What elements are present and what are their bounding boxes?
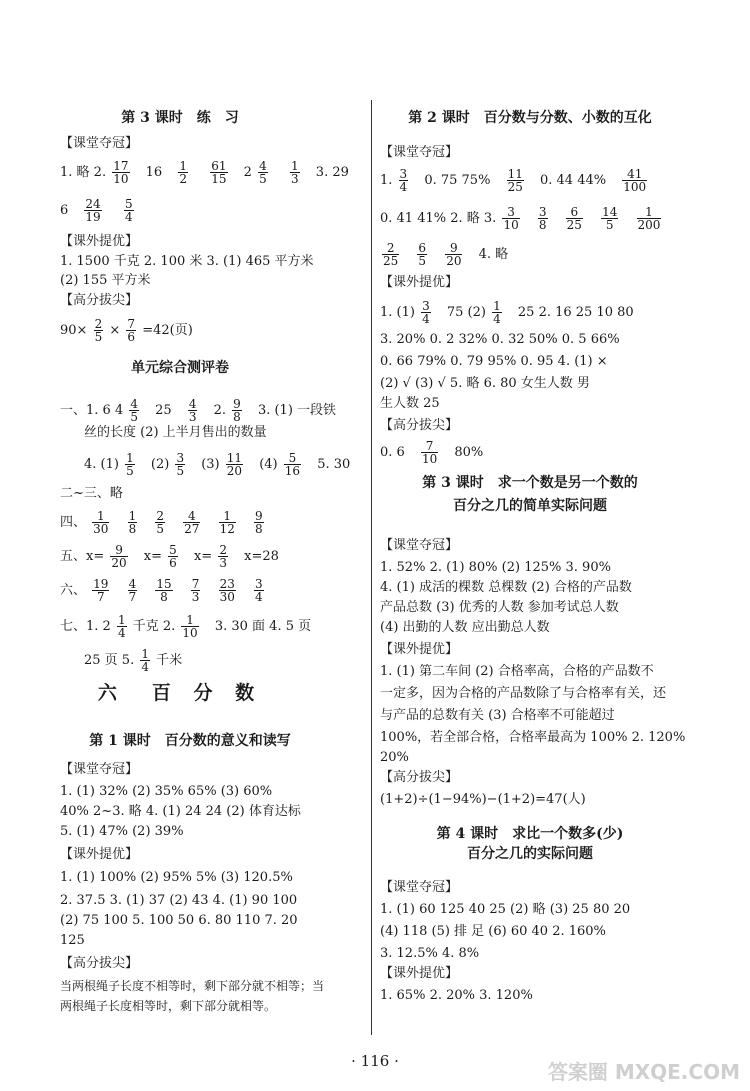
answer-line: 0. 6 $\frac{7}{10}$ 80% <box>380 439 484 466</box>
fraction: $\frac{3}{4}$ <box>399 167 408 194</box>
fraction: $\frac{1}{5}$ <box>126 451 134 478</box>
answer-line: 40% 2~3. 略 4. (1) 24 24 (2) 体育达标 <box>60 804 301 819</box>
lesson1-title: 第 1 课时 百分数的意义和读写 <box>89 733 291 749</box>
section-heading: 【课外提优】 <box>60 847 139 862</box>
answer-line: 当两根绳子长度不相等时，剩下部分就不相等；当 <box>60 979 325 993</box>
fraction: $\frac{1}{4}$ <box>493 299 501 326</box>
fraction: $\frac{15}{8}$ <box>156 577 172 604</box>
fraction: $\frac{4}{5}$ <box>130 397 138 424</box>
answer-line: (4) 出勤的人数 应出勤总人数 <box>380 620 550 635</box>
fraction: $\frac{5}{4}$ <box>124 197 133 224</box>
answer-line: 1. 略 2. $\frac{17}{10}$ 16 $\frac{1}{2}$ $\frac{61}{15}$ 2 $\frac{4}{5}$ $\frac{1}{3}$ 3. 29 <box>60 159 349 186</box>
fraction: $\frac{7}{3}$ <box>191 577 200 604</box>
answer-line: 4. (1) $\frac{1}{5}$ (2) $\frac{3}{5}$ (3) $\frac{11}{20}$ (4) $\frac{5}{16}$ 5. 30 <box>84 451 351 478</box>
answer-line: 25 页 5. $\frac{1}{4}$ 千米 <box>84 647 183 674</box>
answer-line: 6 $\frac{24}{19}$ $\frac{5}{4}$ <box>60 197 133 224</box>
section-heading: 【课外提优】 <box>60 234 139 249</box>
answer-line: 20% <box>380 750 409 765</box>
fraction: $\frac{9}{20}$ <box>446 241 462 268</box>
answer-line: 125 <box>60 933 85 948</box>
fraction: $\frac{24}{19}$ <box>85 197 101 224</box>
fraction: $\frac{1}{4}$ <box>117 613 126 640</box>
fraction: $\frac{7}{6}$ <box>127 317 136 344</box>
lesson4-title-line2: 百分之几的实际问题 <box>467 846 593 862</box>
fraction: $\frac{1}{12}$ <box>219 509 235 536</box>
fraction: $\frac{4}{3}$ <box>188 397 197 424</box>
answer-line: 1. (1) 60 125 40 25 (2) 略 (3) 25 80 20 <box>380 902 631 917</box>
fraction: $\frac{11}{20}$ <box>226 451 243 478</box>
answer-line: 1. 1500 千克 2. 100 米 3. (1) 465 平方米 <box>60 254 314 269</box>
answer-line: 六、 $\frac{19}{7}$ $\frac{4}{7}$ $\frac{15}{8}$ $\frac{7}{3}$ $\frac{23}{30}$ $\frac{3}{4}$ <box>60 577 263 604</box>
fraction: $\frac{3}{10}$ <box>503 205 519 232</box>
fraction: $\frac{7}{10}$ <box>421 439 438 466</box>
section-heading: 【课堂夺冠】 <box>380 880 459 895</box>
answer-line: 2. 37.5 3. (1) 37 (2) 43 4. (1) 90 100 <box>60 893 298 908</box>
page-number: · 116 · <box>351 1052 399 1070</box>
answer-line: 生人数 25 <box>380 396 440 411</box>
fraction: $\frac{61}{15}$ <box>211 159 227 186</box>
section-heading: 【高分拔尖】 <box>380 418 459 433</box>
fraction: $\frac{3}{4}$ <box>422 299 430 326</box>
fraction: $\frac{11}{25}$ <box>507 167 523 194</box>
section-heading: 【课堂夺冠】 <box>60 762 139 777</box>
answer-line: 产品总数 (3) 优秀的人数 参加考试总人数 <box>380 600 619 615</box>
fraction: $\frac{1}{10}$ <box>182 613 198 640</box>
answer-line: (1+2)÷(1−94%)−(1+2)=47(人) <box>380 792 586 807</box>
answer-line: 七、1. 2 $\frac{1}{4}$ 千克 2. $\frac{1}{10}$ 3. 30 面 4. 5 页 <box>60 613 312 640</box>
chapter-title: 六 百 分 数 <box>97 682 263 704</box>
fraction: $\frac{9}{8}$ <box>233 397 241 424</box>
section-heading: 【高分拔尖】 <box>60 293 139 308</box>
fraction: $\frac{4}{7}$ <box>128 577 137 604</box>
answer-line: 1. (1) 第二车间 (2) 合格率高，合格的产品数不 <box>380 664 654 679</box>
fraction: $\frac{4}{5}$ <box>259 159 267 186</box>
answer-line: 100%，若全部合格，合格率最高为 100% 2. 120% <box>380 730 686 745</box>
answer-line: 1. 52% 2. (1) 80% (2) 125% 3. 90% <box>380 560 611 575</box>
fraction: $\frac{4}{27}$ <box>184 509 200 536</box>
answer-line: 四、 $\frac{1}{30}$ $\frac{1}{8}$ $\frac{2}{5}$ $\frac{4}{27}$ $\frac{1}{12}$ $\frac{9}{8}$ <box>60 509 263 536</box>
fraction: $\frac{1}{30}$ <box>93 509 109 536</box>
fraction: $\frac{3}{5}$ <box>176 451 185 478</box>
answer-line: 两根绳子长度相等时，剩下部分就相等。 <box>60 999 277 1013</box>
section-heading: 【课堂夺冠】 <box>380 145 459 160</box>
answer-line: 丝的长度 (2) 上半月售出的数量 <box>84 425 267 440</box>
answer-line: (2) √ (3) √ 5. 略 6. 80 女生人数 男 <box>380 376 590 391</box>
fraction: $\frac{1}{200}$ <box>637 205 661 232</box>
answer-line: 0. 66 79% 0. 79 95% 0. 95 4. (1) × <box>380 354 608 369</box>
answer-line: 二~三、略 <box>60 486 123 501</box>
section-heading: 【课堂夺冠】 <box>60 136 139 151</box>
fraction: $\frac{2}{25}$ <box>383 241 399 268</box>
column-divider <box>371 100 372 1035</box>
fraction: $\frac{9}{8}$ <box>254 509 263 536</box>
fraction: $\frac{3}{8}$ <box>538 205 547 232</box>
answer-line: (2) 155 平方米 <box>60 273 151 288</box>
answer-line: 5. (1) 47% (2) 39% <box>60 824 184 839</box>
fraction: $\frac{17}{10}$ <box>113 159 129 186</box>
answer-line: 一、1. 6 4 $\frac{4}{5}$ 25 $\frac{4}{3}$ 2. $\frac{9}{8}$ 3. (1) 一段铁 <box>60 397 337 424</box>
section-heading: 【课外提优】 <box>380 275 459 290</box>
answer-line: 1. 65% 2. 20% 3. 120% <box>380 988 533 1003</box>
answer-line: 与产品的总数有关 (3) 合格率不可能超过 <box>380 708 615 723</box>
answer-line: 90× $\frac{2}{5}$ × $\frac{7}{6}$ =42(页) <box>60 317 193 344</box>
section-heading: 【高分拔尖】 <box>380 770 459 785</box>
fraction: $\frac{19}{7}$ <box>93 577 109 604</box>
section-heading: 【课堂夺冠】 <box>380 538 459 553</box>
answer-line: 一定多，因为合格的产品数除了与合格率有关，还 <box>380 686 667 701</box>
fraction: $\frac{3}{4}$ <box>254 577 263 604</box>
answer-line: 3. 20% 0. 2 32% 0. 32 50% 0. 5 66% <box>380 332 620 347</box>
fraction: $\frac{5}{16}$ <box>284 451 301 478</box>
fraction: $\frac{2}{3}$ <box>219 543 227 570</box>
lesson2-title: 第 2 课时 百分数与分数、小数的互化 <box>408 110 652 126</box>
answer-line: (4) 118 (5) 排 足 (6) 60 40 2. 160% <box>380 924 606 939</box>
answer-line: 五、x= $\frac{9}{20}$ x= $\frac{5}{6}$ x= $\frac{2}{3}$ x=28 <box>60 543 279 570</box>
section-heading: 【高分拔尖】 <box>60 956 139 971</box>
fraction: $\frac{5}{6}$ <box>169 543 177 570</box>
answer-line: 1. (1) 32% (2) 35% 65% (3) 60% <box>60 784 273 799</box>
answer-line: 1. $\frac{3}{4}$ 0. 75 75% $\frac{11}{25}$ 0. 44 44% $\frac{41}{100}$ <box>380 167 647 194</box>
answer-line: 1. (1) $\frac{3}{4}$ 75 (2) $\frac{1}{4}$ 25 2. 16 25 10 80 <box>380 299 634 326</box>
answer-line: 1. (1) 100% (2) 95% 5% (3) 120.5% <box>60 870 293 885</box>
answer-line: $\frac{2}{25}$ $\frac{6}{5}$ $\frac{9}{20}$ 4. 略 <box>383 241 509 268</box>
fraction: $\frac{1}{4}$ <box>141 647 149 674</box>
fraction: $\frac{6}{25}$ <box>566 205 582 232</box>
watermark-logo: 答案圈 MXQE.COM <box>547 1060 740 1084</box>
lesson3-title: 第 3 课时 练 习 <box>121 110 239 126</box>
fraction: $\frac{23}{30}$ <box>219 577 235 604</box>
unit-test-title: 单元综合测评卷 <box>131 360 229 376</box>
fraction: $\frac{14}{5}$ <box>602 205 618 232</box>
lesson3-title-line1: 第 3 课时 求一个数是另一个数的 <box>422 475 638 491</box>
answer-line: 3. 12.5% 4. 8% <box>380 946 480 961</box>
fraction: $\frac{1}{2}$ <box>179 159 187 186</box>
fraction: $\frac{2}{5}$ <box>156 509 164 536</box>
fraction: $\frac{1}{3}$ <box>291 159 299 186</box>
lesson4-title-line1: 第 4 课时 求比一个数多(少) <box>436 826 624 842</box>
answer-line: 4. (1) 成活的棵数 总棵数 (2) 合格的产品数 <box>380 580 632 595</box>
lesson3-title-line2: 百分之几的简单实际问题 <box>453 498 607 514</box>
section-heading: 【课外提优】 <box>380 642 459 657</box>
fraction: $\frac{1}{8}$ <box>128 509 137 536</box>
section-heading: 【课外提优】 <box>380 966 459 981</box>
fraction: $\frac{9}{20}$ <box>111 543 127 570</box>
answer-line: (2) 75 100 5. 100 50 6. 80 110 7. 20 <box>60 913 298 928</box>
fraction: $\frac{2}{5}$ <box>94 317 103 344</box>
fraction: $\frac{6}{5}$ <box>418 241 427 268</box>
fraction: $\frac{41}{100}$ <box>623 167 647 194</box>
answer-line: 0. 41 41% 2. 略 3. $\frac{3}{10}$ $\frac{3}{8}$ $\frac{6}{25}$ $\frac{14}{5}$ $\frac{1}{200}$ <box>380 205 661 232</box>
